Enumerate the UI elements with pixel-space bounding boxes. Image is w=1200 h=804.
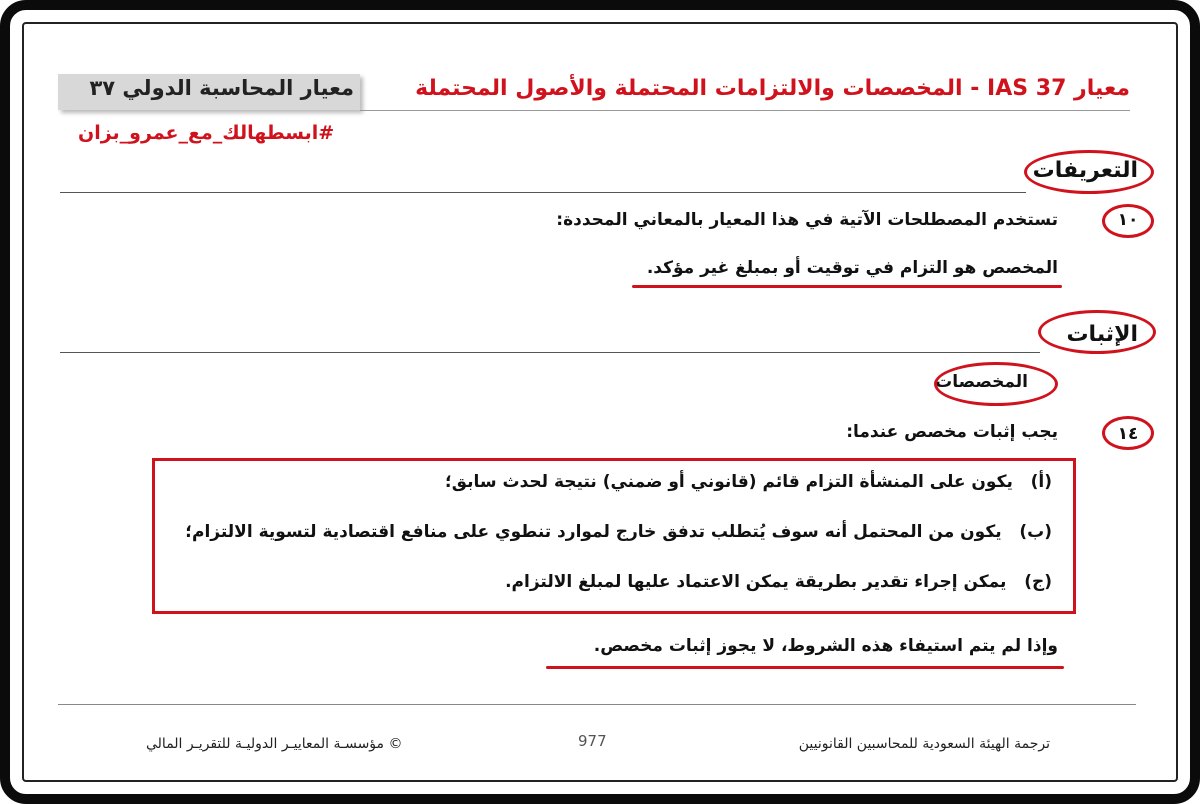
footer-translation-credit: ترجمة الهيئة السعودية للمحاسبين القانونيين (798, 736, 1050, 752)
condition-a-text: يكون على المنشأة التزام قائم (قانوني أو ضمني) نتيجة لحدث سابق؛ (444, 472, 1013, 492)
underline-conclusion (546, 666, 1064, 669)
condition-a-label: (أ) (1030, 472, 1052, 492)
condition-c-text: يمكن إجراء تقدير بطريقة يمكن الاعتماد عليها لمبلغ الالتزام. (505, 572, 1007, 592)
condition-c (505, 572, 1052, 592)
highlight-oval-para-10 (1102, 204, 1154, 238)
hashtag-caption: #ابسطهالك_مع_عمرو_بزان (78, 122, 335, 144)
condition-b-label: (ب) (1019, 522, 1052, 542)
condition-b (185, 522, 1052, 542)
page-number: 977 (578, 732, 607, 750)
recognition-conclusion: وإذا لم يتم استيفاء هذه الشروط، لا يجوز إثبات مخصص. (593, 636, 1058, 656)
underline-definition (632, 285, 1062, 288)
header-standard-label: معيار المحاسبة الدولي ٣٧ (89, 76, 354, 100)
highlight-oval-para-14 (1102, 416, 1154, 450)
condition-a (445, 472, 1052, 492)
header-divider (360, 110, 1130, 111)
section-divider-definitions (60, 192, 1026, 193)
condition-c-label: (ج) (1024, 572, 1052, 592)
page-title: معيار IAS 37 - المخصصات والالتزامات المحتملة والأصول المحتملة (415, 76, 1130, 101)
subheading-provisions: المخصصات (935, 372, 1028, 392)
definitions-intro: تستخدم المصطلحات الآتية في هذا المعيار بالمعاني المحددة: (556, 210, 1058, 230)
condition-b-text: يكون من المحتمل أنه سوف يُتطلب تدفق خارج لموارد تنطوي على منافع اقتصادية لتسوية الالتزام؛ (185, 522, 1002, 542)
section-heading-recognition: الإثبات (1066, 322, 1138, 347)
footer-divider (58, 704, 1136, 705)
section-divider-recognition (60, 352, 1040, 353)
highlight-oval-recognition (1038, 310, 1156, 354)
paragraph-number-10: ١٠ (1117, 210, 1139, 230)
provision-definition: المخصص هو التزام في توقيت أو بمبلغ غير مؤكد. (646, 258, 1058, 278)
recognition-intro: يجب إثبات مخصص عندما: (846, 422, 1058, 442)
highlight-oval-definitions (1024, 150, 1154, 194)
paragraph-number-14: ١٤ (1117, 424, 1139, 444)
section-heading-definitions: التعريفات (1032, 158, 1138, 183)
footer-copyright: © مؤسسـة المعاييـر الدوليـة للتقريـر المالي (146, 736, 403, 752)
highlight-oval-provisions (934, 362, 1058, 406)
